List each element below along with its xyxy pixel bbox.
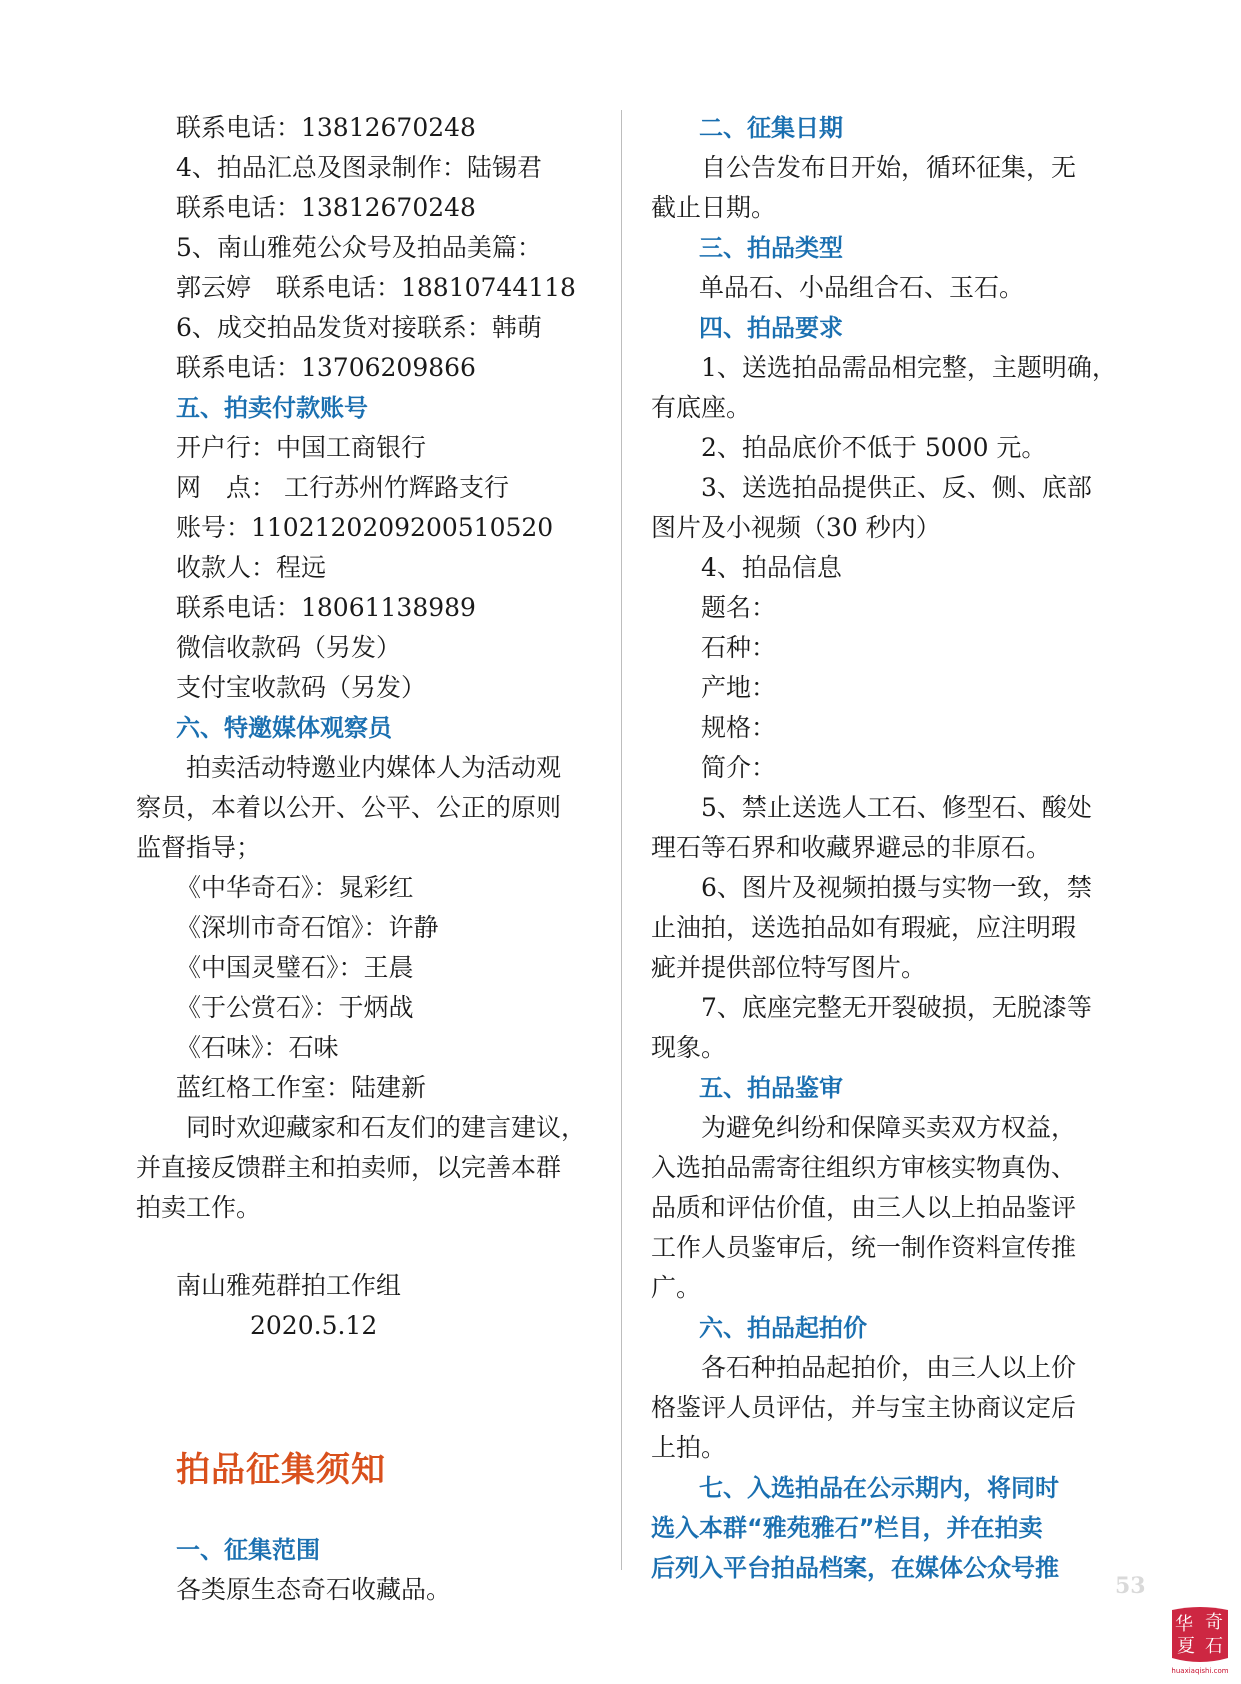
section-heading-date: 二、征集日期: [699, 114, 843, 142]
text-line: 联系电话：18061138989: [176, 593, 476, 622]
text-line: 各类原生态奇石收藏品。: [176, 1575, 452, 1604]
text-line: 网 点： 工行苏州竹辉路支行: [176, 473, 509, 502]
text-line: 微信收款码（另发）: [176, 633, 402, 662]
logo-char: 夏: [1177, 1636, 1195, 1657]
text-line: 郭云婷 联系电话：18810744118: [176, 273, 576, 302]
text-line: 蓝红格工作室：陆建新: [176, 1073, 427, 1102]
text-line: 格鉴评人员评估，并与宝主协商议定后: [651, 1393, 1077, 1422]
text-line: 自公告发布日开始，循环征集，无: [651, 153, 1077, 182]
column-divider: [621, 110, 622, 1570]
text-line: 《中国灵璧石》：王晨: [176, 953, 414, 982]
text-line: 简介：: [651, 753, 777, 782]
text-line: 疵并提供部位特写图片。: [651, 953, 927, 982]
text-line: 截止日期。: [651, 193, 777, 222]
section-heading-media: 六、特邀媒体观察员: [176, 714, 392, 742]
text-line: 产地：: [651, 673, 777, 702]
text-line: 5、南山雅苑公众号及拍品美篇：: [176, 233, 542, 262]
text-line: 3、送选拍品提供正、反、侧、底部: [651, 473, 1092, 502]
text-line: 1、送选拍品需品相完整，主题明确，: [651, 353, 1117, 382]
watermark-logo-graphic: [1168, 1604, 1232, 1676]
section-heading-start-price: 六、拍品起拍价: [699, 1314, 867, 1342]
text-line: 同时欢迎藏家和石友们的建言建议，: [136, 1113, 587, 1142]
highlight-line: 后列入平台拍品档案，在媒体公众号推: [651, 1554, 1059, 1582]
left-column: [136, 108, 598, 1610]
text-line: 账号：1102120209200510520: [176, 513, 554, 542]
logo-char: 华: [1175, 1614, 1193, 1635]
section-heading-review: 五、拍品鉴审: [699, 1074, 843, 1102]
text-line: 5、禁止送选人工石、修型石、酸处: [651, 793, 1092, 822]
page-number: 53: [1115, 1573, 1146, 1599]
section-heading-types: 三、拍品类型: [699, 234, 843, 262]
text-line: 理石等石界和收藏界避忌的非原石。: [651, 833, 1052, 862]
text-line: 联系电话：13706209866: [176, 353, 476, 382]
text-line: 拍卖活动特邀业内媒体人为活动观: [136, 753, 562, 782]
text-line: 支付宝收款码（另发）: [176, 673, 427, 702]
right-column: [651, 108, 1117, 1588]
text-line: 联系电话：13812670248: [176, 113, 476, 142]
text-line: 规格：: [651, 713, 777, 742]
highlight-line: 选入本群“雅苑雅石”栏目，并在拍卖: [651, 1514, 1043, 1542]
text-line: 题名：: [651, 593, 777, 622]
text-line: 7、底座完整无开裂破损，无脱漆等: [651, 993, 1092, 1022]
logo-char: 石: [1205, 1636, 1223, 1657]
text-line: 《石味》：石味: [176, 1033, 339, 1062]
text-line: 现象。: [651, 1033, 727, 1062]
text-line: 2、拍品底价不低于 5000 元。: [651, 433, 1047, 462]
section-heading-requirements: 四、拍品要求: [699, 314, 843, 342]
section-heading-scope: 一、征集范围: [176, 1536, 320, 1564]
text-line: 石种：: [651, 633, 777, 662]
text-line: 开户行：中国工商银行: [176, 433, 427, 462]
text-line: 拍卖工作。: [136, 1193, 262, 1222]
text-line: 为避免纠纷和保障买卖双方权益，: [651, 1113, 1077, 1142]
text-line: 《中华奇石》：晁彩红: [176, 873, 414, 902]
text-line: 上拍。: [651, 1433, 727, 1462]
text-line: 4、拍品信息: [651, 553, 842, 582]
watermark-logo: [1168, 1604, 1232, 1676]
spacer: [136, 1228, 598, 1266]
text-line: 各石种拍品起拍价，由三人以上价: [651, 1353, 1077, 1382]
spacer: [136, 1346, 598, 1402]
text-line: 止油拍，送选拍品如有瑕疵，应注明瑕: [651, 913, 1077, 942]
logo-url: huaxiaqishi.com: [1171, 1667, 1229, 1675]
text-line: 4、拍品汇总及图录制作：陆锡君: [176, 153, 542, 182]
text-line: 并直接反馈群主和拍卖师，以完善本群: [136, 1153, 562, 1182]
text-line: 监督指导；: [136, 833, 262, 862]
text-line: 收款人：程远: [176, 553, 327, 582]
highlight-line: 七、入选拍品在公示期内，将同时: [651, 1474, 1059, 1502]
signature: 南山雅苑群拍工作组: [176, 1271, 402, 1300]
text-line: 联系电话：13812670248: [176, 193, 476, 222]
text-line: 《深圳市奇石馆》：许静: [176, 913, 439, 942]
text-line: 入选拍品需寄往组织方审核实物真伪、: [651, 1153, 1077, 1182]
text-line: 品质和评估价值，由三人以上拍品鉴评: [651, 1193, 1077, 1222]
text-line: 察员，本着以公开、公平、公正的原则: [136, 793, 562, 822]
text-line: 单品石、小品组合石、玉石。: [699, 273, 1025, 302]
text-line: 广。: [651, 1273, 702, 1302]
text-line: 6、图片及视频拍摄与实物一致，禁: [651, 873, 1092, 902]
text-line: 6、成交拍品发货对接联系：韩萌: [176, 313, 542, 342]
section-title: 拍品征集须知: [176, 1450, 386, 1490]
signature-date: 2020.5.12: [250, 1311, 378, 1340]
text-line: 图片及小视频（30 秒内）: [651, 513, 941, 542]
text-line: 《于公赏石》：于炳战: [176, 993, 414, 1022]
text-line: 工作人员鉴审后，统一制作资料宣传推: [651, 1233, 1077, 1262]
text-line: 有底座。: [651, 393, 752, 422]
logo-char: 奇: [1205, 1612, 1223, 1633]
section-heading-payment: 五、拍卖付款账号: [176, 394, 368, 422]
